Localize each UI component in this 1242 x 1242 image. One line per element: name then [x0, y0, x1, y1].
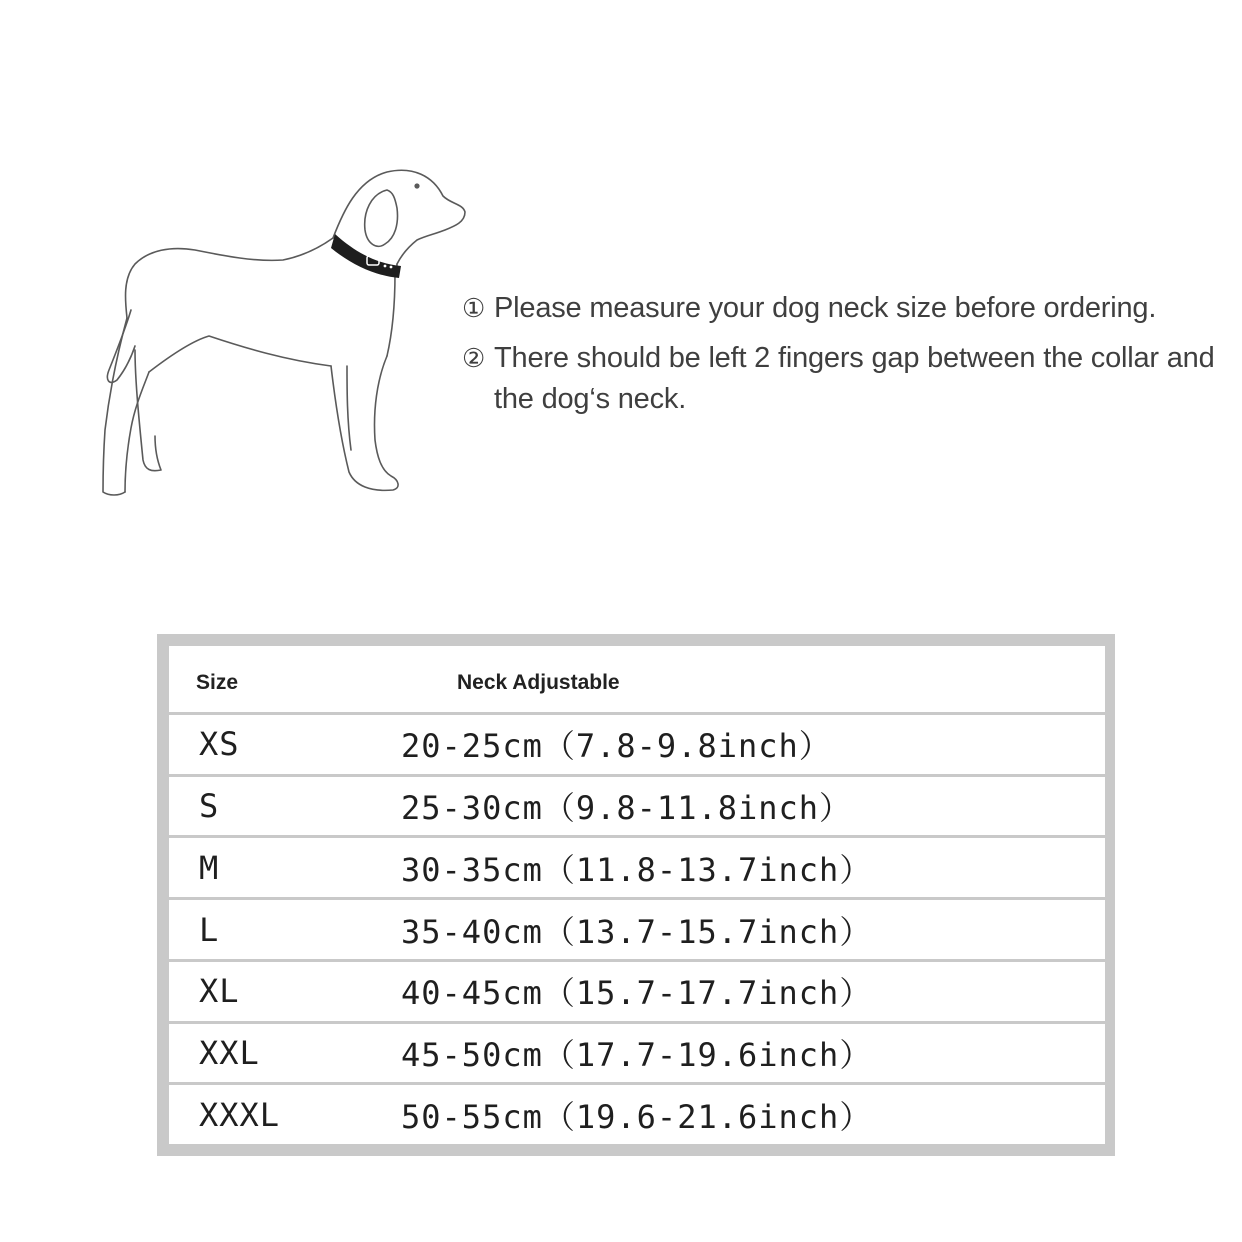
table-row	[169, 838, 1105, 897]
table-header-row	[169, 646, 1105, 712]
instruction-item	[462, 288, 1222, 329]
size-cell: XL	[199, 972, 240, 1011]
size-cell: M	[199, 848, 220, 887]
neck-range-cell: 25-30cm（9.8-11.8inch）	[401, 789, 853, 828]
size-cell: XXXL	[199, 1095, 281, 1134]
size-cell: S	[199, 787, 220, 826]
size-cell: XXL	[199, 1033, 260, 1072]
table-row	[169, 1024, 1105, 1083]
neck-range-cell: 50-55cm（19.6-21.6inch）	[401, 1097, 873, 1136]
size-chart-body	[169, 646, 1105, 1144]
size-cell: L	[199, 910, 220, 949]
neck-range-cell: 40-45cm（15.7-17.7inch）	[401, 974, 873, 1013]
neck-range-cell: 45-50cm（17.7-19.6inch）	[401, 1035, 873, 1074]
measuring-instructions	[462, 288, 1222, 429]
neck-range-cell: 20-25cm（7.8-9.8inch）	[401, 727, 832, 766]
neck-range-cell: 35-40cm（13.7-15.7inch）	[401, 912, 873, 951]
table-row	[169, 715, 1105, 774]
table-row	[169, 777, 1105, 836]
neck-column-header: Neck Adjustable	[457, 670, 620, 694]
instruction-number: ②	[462, 343, 486, 373]
collar-icon	[331, 234, 401, 278]
dog-outline-icon	[95, 160, 475, 505]
neck-range-cell: 30-35cm（11.8-13.7inch）	[401, 850, 873, 889]
size-column-header: Size	[196, 670, 239, 694]
table-row	[169, 1085, 1105, 1144]
size-cell: XS	[199, 725, 240, 764]
table-row	[169, 962, 1105, 1021]
table-row	[169, 900, 1105, 959]
size-chart-table	[157, 634, 1115, 1156]
dog-with-collar-illustration	[95, 160, 475, 505]
instruction-number: ①	[462, 293, 486, 323]
instruction-text: There should be left 2 fingers gap between the collar and the dog‘s neck.	[494, 342, 1215, 415]
instruction-item	[462, 338, 1222, 420]
instruction-text: Please measure your dog neck size before ordering.	[494, 292, 1157, 324]
